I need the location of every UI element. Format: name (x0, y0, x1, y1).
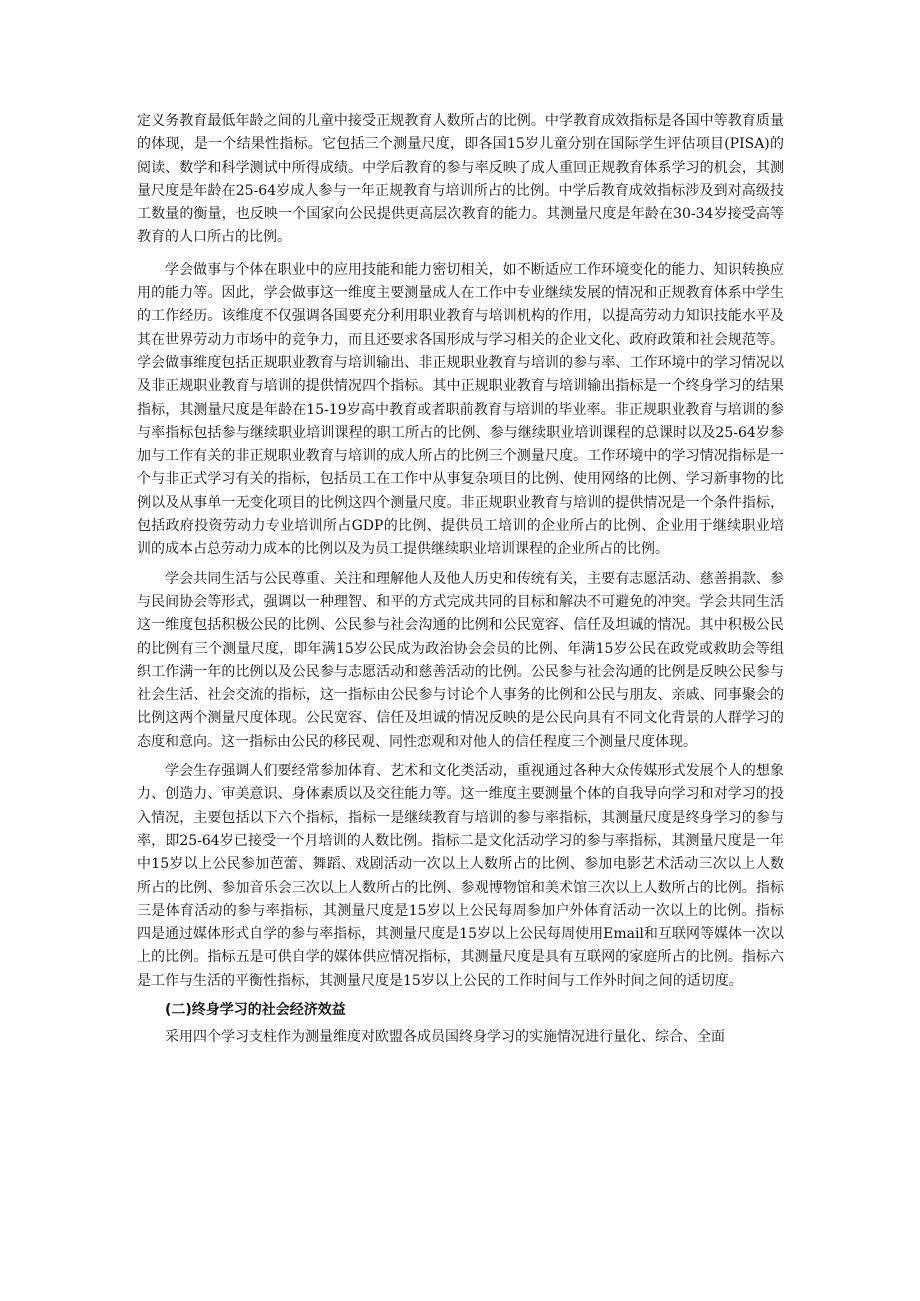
paragraph-final: 采用四个学习支柱作为测量维度对欧盟各成员国终身学习的实施情况进行量化、综合、全面 (165, 1029, 725, 1046)
paragraph-learning-to-do: 学会做事与个体在职业中的应用技能和能力密切相关，如不断适应工作环境变化的能力、知识转换应用的能力等。因此，学会做事这一维度主要测量成人在工作中专业继续发展的情况和正规教育体系中学生的工作经历。该维度不仅强调各国要充分利用职业教育与培训机构的作用，以提高劳动力知识技能水平及其在世界劳动力市场中的竞争力，而且还要求各国形成与学习相关的企业文化、政府政策和社会规范等。学会做事维度包括正规职业教育与培训输出、非正规职业教育与培训的参与率、工作环境中的学习情况以及非正规职业教育与培训的提供情况四个指标。其中正规职业教育与培训输出指标是一个终身学习的结果指标，其测量尺度是年龄在15-19岁高中教育或者职前教育与培训的毕业率。非正规职业教育与培训的参与率指标包括参与继续职业培训课程的职工所占的比例、参与继续职业培训课程的总课时以及25-64岁参加与工作有关的非正规职业教育与培训的成人所占的比例三个测量尺度。工作环境中的学习情况指标是一个与非正式学习有关的指标，包括员工在工作中从事复杂项目的比例、使用网络的比例、学习新事物的比例以及从事单一无变化项目的比例这四个测量尺度。非正规职业教育与培训的提供情况是一个条件指标，包括政府投资劳动力专业培训所占GDP的比例、提供员工培训的企业所占的比例、企业用于继续职业培训的成本占总劳动力成本的比例以及为员工提供继续职业培训课程的企业所占的比例。 (137, 261, 784, 558)
paragraph-continued: 定义务教育最低年龄之间的儿童中接受正规教育人数所占的比例。中学教育成效指标是各国中等教育质量的体现，是一个结果性指标。它包括三个测量尺度，即各国15岁儿童分别在国际学生评估项目(PISA)的阅读、数学和科学测试中所得成绩。中学后教育的参与率反映了成人重回正规教育体系学习的机会，其测量尺度是年龄在25-64岁成人参与一年正规教育与培训所占的比例。中学后教育成效指标涉及到对高级技工数量的衡量，也反映一个国家向公民提供更高层次教育的能力。其测量尺度是年龄在30-34岁接受高等教育的人口所占的比例。 (137, 113, 784, 246)
document-body (137, 110, 784, 1056)
paragraph-learning-to-live-together: 学会共同生活与公民尊重、关注和理解他人及他人历史和传统有关，主要有志愿活动、慈善捐款、参与民间协会等形式，强调以一种理智、和平的方式完成共同的目标和解决不可避免的冲突。学会共同生活这一维度包括积极公民的比例、公民参与社会沟通的比例和公民宽容、信任及坦诚的情况。其中积极公民的比例有三个测量尺度，即年满15岁公民成为政治协会会员的比例、年满15岁公民在政党或救助会等组织工作满一年的比例以及公民参与志愿活动和慈善活动的比例。公民参与社会沟通的比例是反映公民参与社会生活、社会交流的指标，这一指标由公民参与讨论个人事务的比例和公民与朋友、亲戚、同事聚会的比例这两个测量尺度体现。公民宽容、信任及坦诚的情况反映的是公民向具有不同文化背景的人群学习的态度和意向。这一指标由公民的移民观、同性恋观和对他人的信任程度三个测量尺度体现。 (137, 570, 784, 750)
paragraph-learning-to-be: 学会生存强调人们要经常参加体育、艺术和文化类活动，重视通过各种大众传媒形式发展个人的想象力、创造力、审美意识、身体素质以及交往能力等。这一维度主要测量个体的自我导向学习和对学习的投入情况，主要包括以下六个指标，指标一是继续教育与培训的参与率指标，其测量尺度是终身学习的参与率，即25-64岁已接受一个月培训的人数比例。指标二是文化活动学习的参与率指标，其测量尺度是一年中15岁以上公民参加芭蕾、舞蹈、戏剧活动一次以上人数所占的比例、参加电影艺术活动三次以上人数所占的比例、参加音乐会三次以上人数所占的比例、参观博物馆和美术馆三次以上人数所占的比例。指标三是体育活动的参与率指标，其测量尺度是15岁以上公民每周参加户外体育活动一次以上的比例。指标四是通过媒体形式自学的参与率指标，其测量尺度是15岁以上公民每周使用Email和互联网等媒体一次以上的比例。指标五是可供自学的媒体供应情况指标，其测量尺度是具有互联网的家庭所占的比例。指标六是工作与生活的平衡性指标，其测量尺度是15岁以上公民的工作时间与工作外时间之间的适切度。 (137, 763, 784, 989)
section-heading: (二)终身学习的社会经济效益 (165, 1001, 346, 1018)
